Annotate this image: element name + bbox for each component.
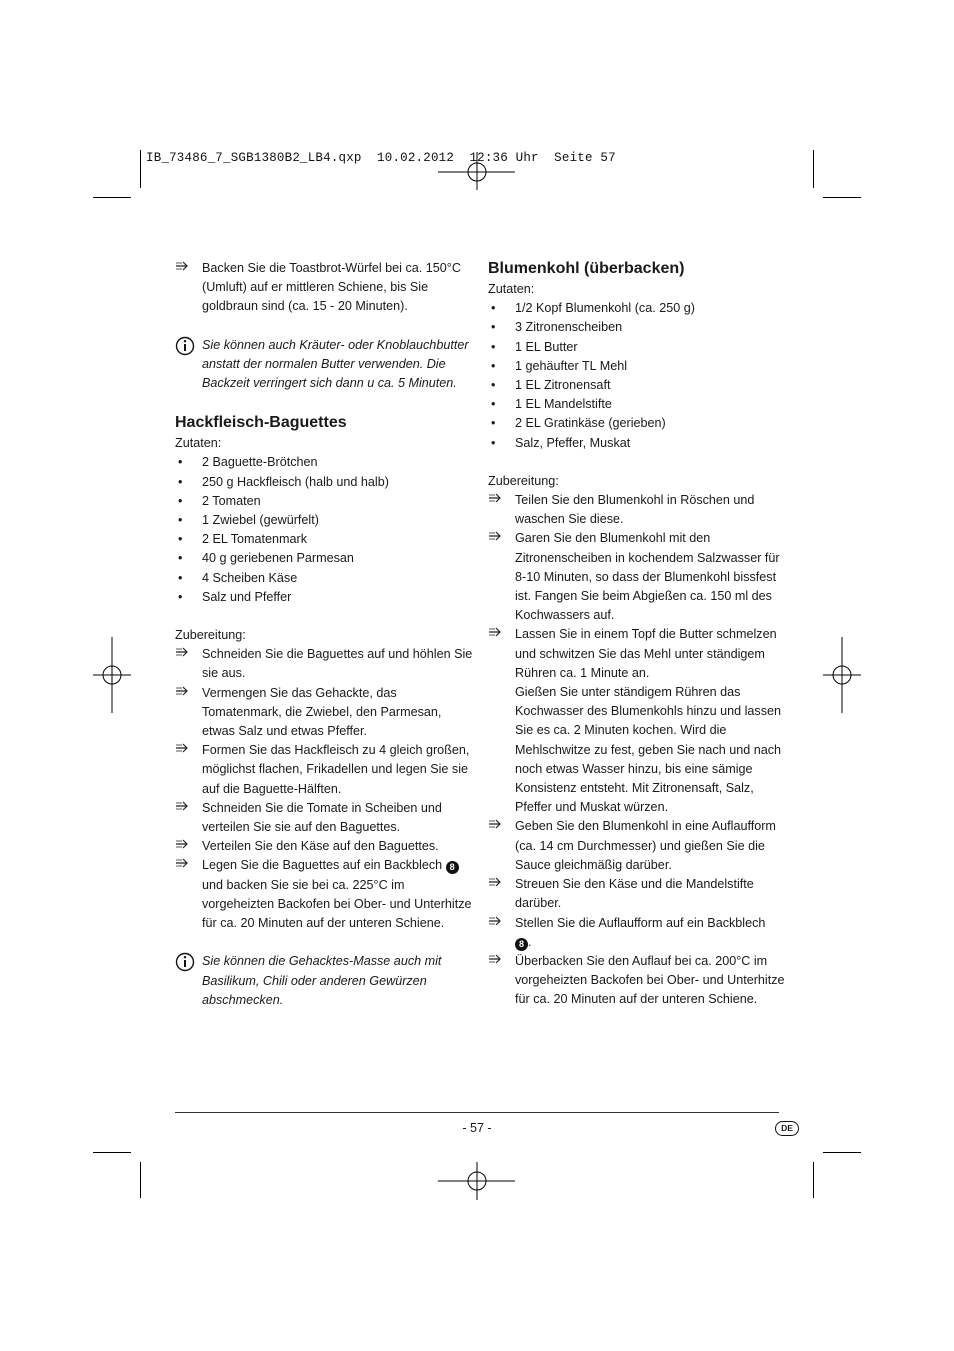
arrow-right-icon <box>488 491 508 511</box>
preparation-label: Zubereitung: <box>488 473 559 488</box>
language-badge: DE <box>775 1121 799 1136</box>
step-item <box>175 259 475 317</box>
step-list <box>175 645 475 933</box>
step-item: Legen Sie die Baguettes auf ein Backblech 8 und backen Sie sie bei ca. 225°C im vorgeheizten Backofen bei Ober- und Unterhitze für ca. 20 Minuten auf der unteren Schiene. <box>175 856 475 933</box>
preparation-label: Zubereitung: <box>175 628 246 643</box>
arrow-right-icon <box>488 529 508 549</box>
ingredient-item: • 4 Scheiben Käse <box>178 570 298 585</box>
step-item: Stellen Sie die Auflaufform auf ein Backblech 8 . <box>488 914 788 952</box>
ingredient-item: • 40 g geriebenen Parmesan <box>178 551 354 566</box>
tip-note <box>175 952 475 1010</box>
step-list <box>488 491 788 1009</box>
figure-ref-badge: 8 <box>515 938 528 951</box>
step-text: Backen Sie die Toastbrot-Würfel bei ca. 150°C (Umluft) auf er mittleren Schiene, bis Sie goldbraun sind (ca. 15 - 20 Minuten). <box>202 261 461 314</box>
ingredients-label: Zutaten: <box>175 436 222 451</box>
arrow-right-icon <box>488 875 508 895</box>
arrow-right-icon <box>175 837 195 857</box>
ingredient-item: • 2 Baguette-Brötchen <box>178 455 318 470</box>
arrow-right-icon <box>175 684 195 704</box>
step-item: Vermengen Sie das Gehackte, das Tomatenmark, die Zwiebel, den Parmesan, etwas Salz und etwas Pfeffer. <box>175 684 475 742</box>
step-item: Lassen Sie in einem Topf die Butter schmelzen und schwitzen Sie das Mehl unter ständigem Rühren ca. 1 Minute an. Gießen Sie unter ständigem Rühren das Kochwasser des Blumenkohls hinzu und lassen Sie es ca. 2 Minuten kochen. Wird die Mehlschwitze zu fest, geben Sie nach und nach noch etwas Wasser hinzu, bis eine sämige Konsistenz entsteht. Mit Zitronensaft, Salz, Pfeffer und Muskat würzen. <box>488 625 788 817</box>
figure-ref-badge: 8 <box>446 861 459 874</box>
arrow-right-icon <box>488 817 508 837</box>
step-item: Teilen Sie den Blumenkohl in Röschen und waschen Sie diese. <box>488 491 788 529</box>
tip-text: Sie können auch Kräuter- oder Knoblauchbutter anstatt der normalen Butter verwenden. Die Backzeit verringert sich dann u ca. 5 Minuten. <box>202 337 469 391</box>
left-column <box>175 259 475 1010</box>
ingredient-item: • 2 EL Gratinkäse (gerieben) <box>491 416 666 431</box>
arrow-right-icon <box>175 259 195 279</box>
step-item: Streuen Sie den Käse und die Mandelstifte darüber. <box>488 875 788 913</box>
ingredient-item: • 3 Zitronenscheiben <box>491 320 623 335</box>
ingredient-item: • 1 EL Mandelstifte <box>491 397 612 412</box>
step-continuation: Gießen Sie unter ständigem Rühren das Kochwasser des Blumenkohls hinzu und lassen Sie es ca. 2 Minuten kochen. Wird die Mehlschwitze zu fest, geben Sie nach und nach noch etwas Wasser hinzu, bis eine sämige Konsistenz entsteht. Mit Zitronensaft, Salz, Pfeffer und Muskat würzen. <box>515 685 782 815</box>
right-column <box>488 258 788 1010</box>
ingredient-item: • 1 EL Butter <box>491 339 578 354</box>
page-number: - 57 - <box>462 1121 492 1135</box>
ingredient-item: • 250 g Hackfleisch (halb und halb) <box>178 474 389 489</box>
ingredient-item: • 1 Zwiebel (gewürfelt) <box>178 513 319 528</box>
info-icon <box>175 336 195 362</box>
arrow-right-icon <box>175 799 195 819</box>
arrow-right-icon <box>175 741 195 761</box>
arrow-right-icon <box>175 856 195 876</box>
ingredients-label: Zutaten: <box>488 282 535 296</box>
tip-note <box>175 336 475 394</box>
ingredient-item: • 1 EL Zitronensaft <box>491 378 611 393</box>
arrow-right-icon <box>488 625 508 645</box>
step-item: Verteilen Sie den Käse auf den Baguettes. <box>175 837 475 856</box>
arrow-right-icon <box>175 645 195 665</box>
step-item: Geben Sie den Blumenkohl in eine Auflaufform (ca. 14 cm Durchmesser) und gießen Sie die Sauce gleichmäßig darüber. <box>488 817 788 875</box>
ingredient-item: • Salz, Pfeffer, Muskat <box>491 435 631 450</box>
recipe-heading: Hackfleisch-Baguettes <box>175 414 347 432</box>
ingredient-item: • 2 Tomaten <box>178 493 261 508</box>
arrow-right-icon <box>488 952 508 972</box>
print-slug: IB_73486_7_SGB1380B2_LB4.qxp 10.02.2012 12:36 Uhr Seite 57 <box>146 151 616 165</box>
recipe-heading: Blumenkohl (überbacken) <box>488 260 685 277</box>
ingredient-item: • 2 EL Tomatenmark <box>178 532 307 547</box>
footer-rule <box>175 1112 779 1113</box>
info-icon <box>175 952 195 978</box>
tip-text: Sie können die Gehacktes-Masse auch mit Basilikum, Chili oder anderen Gewürzen abschmecken. <box>202 954 442 1007</box>
arrow-right-icon <box>488 914 508 934</box>
step-item: Überbacken Sie den Auflauf bei ca. 200°C im vorgeheizten Backofen bei Ober- und Unterhitze für ca. 20 Minuten auf der unteren Schiene. <box>488 952 788 1010</box>
ingredient-item: • Salz und Pfeffer <box>178 589 292 604</box>
step-item: Schneiden Sie die Tomate in Scheiben und verteilen Sie sie auf den Baguettes. <box>175 799 475 837</box>
ingredient-list <box>175 453 475 607</box>
ingredient-list <box>488 299 788 453</box>
ingredient-item: • 1/2 Kopf Blumenkohl (ca. 250 g) <box>491 301 695 316</box>
step-item: Formen Sie das Hackfleisch zu 4 gleich großen, möglichst flachen, Frikadellen und legen Sie sie auf die Baguette-Hälften. <box>175 741 475 799</box>
step-item: Schneiden Sie die Baguettes auf und höhlen Sie sie aus. <box>175 645 475 683</box>
ingredient-item: • 1 gehäufter TL Mehl <box>491 358 628 373</box>
step-item: Garen Sie den Blumenkohl mit den Zitronenscheiben in kochendem Salzwasser für 8-10 Minuten, so dass der Blumenkohl bissfest ist. Fangen Sie beim Abgießen ca. 150 ml des Kochwassers auf. <box>488 529 788 625</box>
